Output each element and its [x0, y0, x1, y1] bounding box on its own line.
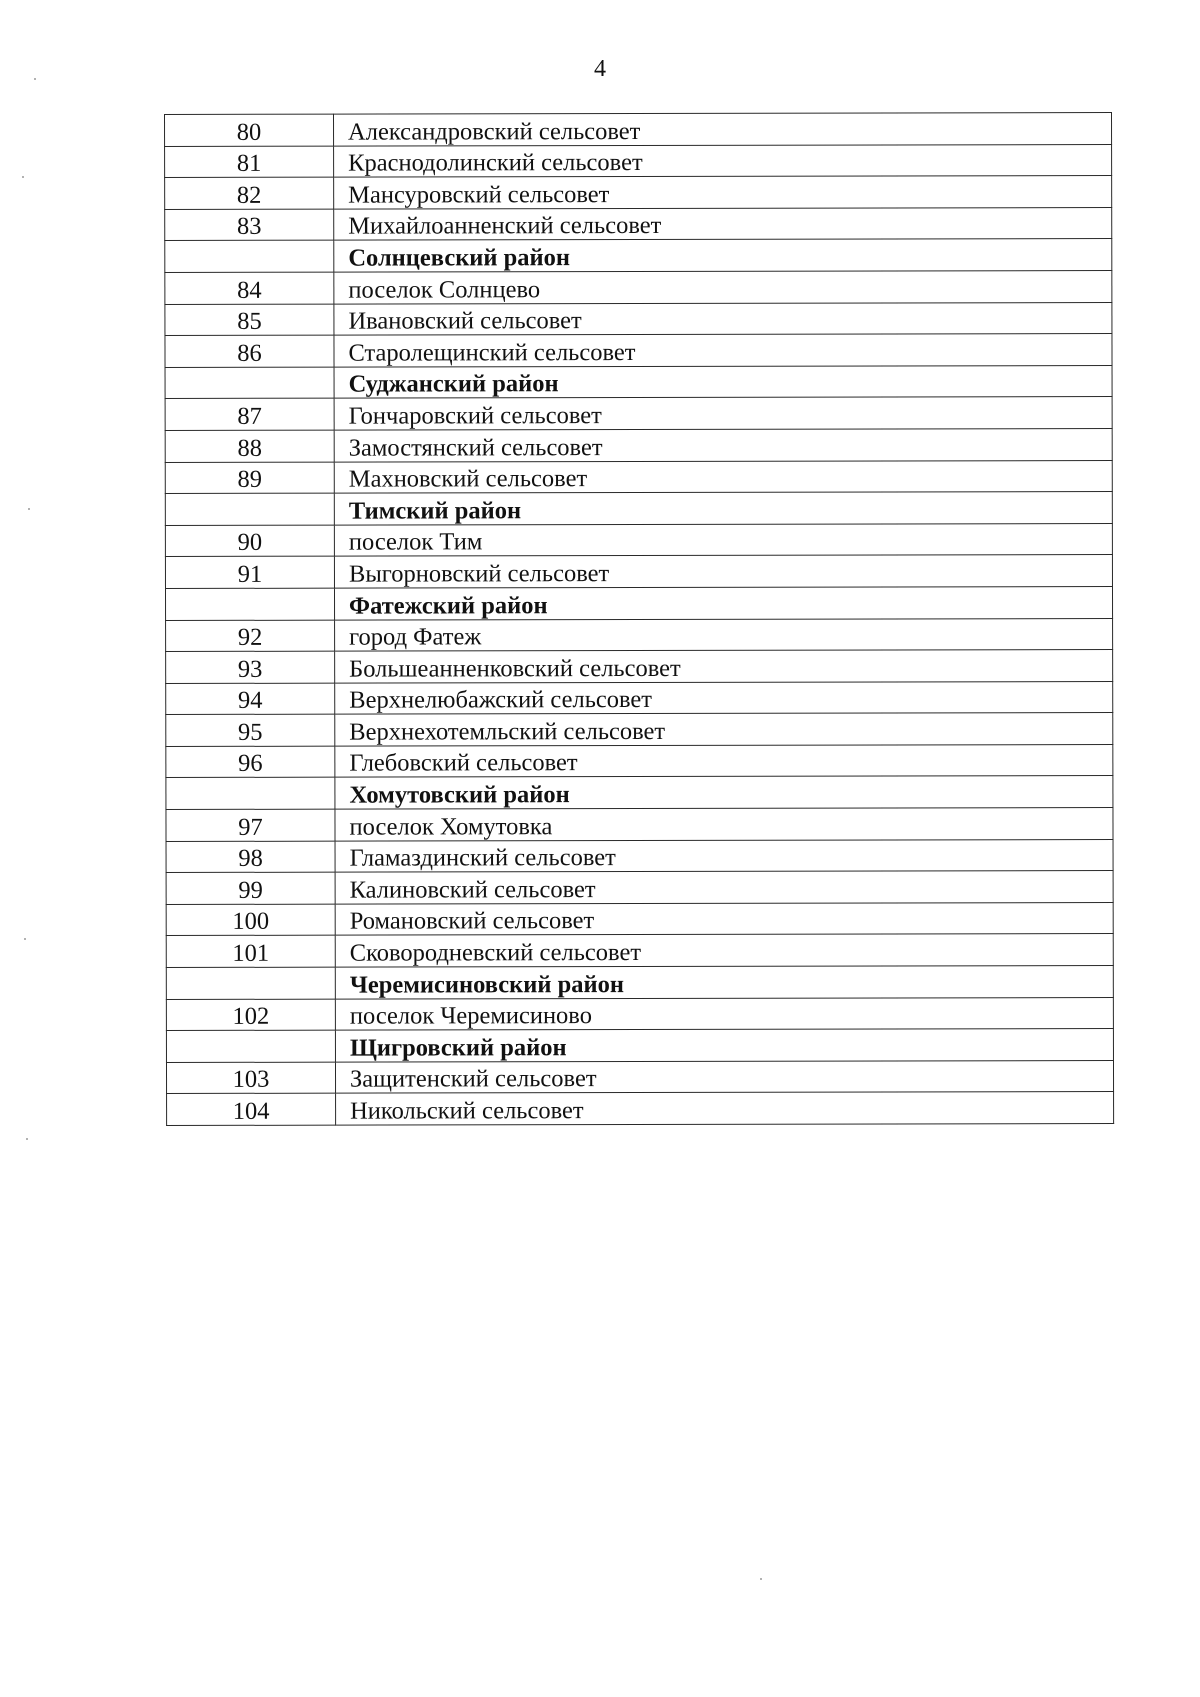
settlement-name: Мансуровский сельсовет	[334, 176, 1112, 209]
table-row	[166, 934, 1113, 968]
table-row	[166, 713, 1113, 747]
row-number: 94	[166, 683, 335, 715]
district-name: Тимский район	[334, 492, 1112, 525]
table-row	[166, 744, 1113, 778]
table-row	[166, 902, 1113, 936]
settlement-name: Михайлоанненский сельсовет	[334, 207, 1112, 240]
row-number: 103	[166, 1062, 335, 1094]
row-number: 81	[165, 146, 334, 178]
settlement-name: Никольский сельсовет	[336, 1092, 1114, 1125]
table-row	[165, 144, 1112, 178]
row-number	[166, 967, 335, 999]
district-header-row	[166, 776, 1113, 810]
settlement-name: Краснодолинский сельсовет	[334, 144, 1112, 177]
settlement-name: Сковородневский сельсовет	[335, 934, 1113, 967]
row-number: 100	[166, 904, 335, 936]
row-number: 98	[166, 841, 335, 873]
table-row	[166, 871, 1113, 905]
row-number: 86	[165, 335, 334, 367]
district-name: Суджанский район	[334, 365, 1112, 398]
settlement-name: Ивановский сельсовет	[334, 302, 1112, 335]
settlement-name: Выгорновский сельсовет	[334, 555, 1112, 588]
settlement-name: Верхнелюбажский сельсовет	[335, 681, 1113, 714]
row-number: 97	[166, 809, 335, 841]
settlement-name: Александровский сельсовет	[334, 113, 1112, 146]
settlement-name: Махновский сельсовет	[334, 460, 1112, 493]
scan-speck	[34, 78, 36, 80]
table-row	[165, 460, 1112, 494]
settlement-name: Большеанненковский сельсовет	[335, 650, 1113, 683]
table-row	[165, 113, 1112, 147]
settlement-name: Глебовский сельсовет	[335, 744, 1113, 777]
settlement-name: поселок Тим	[334, 523, 1112, 556]
table-row	[166, 650, 1113, 684]
table-row	[166, 997, 1113, 1031]
table-row	[165, 523, 1112, 557]
settlement-name: поселок Черемисиново	[335, 997, 1113, 1030]
table-body	[165, 113, 1114, 1126]
district-name: Солнцевский район	[334, 239, 1112, 272]
settlement-name: поселок Хомутовка	[335, 808, 1113, 841]
district-header-row	[165, 586, 1112, 620]
settlements-table	[164, 112, 1114, 1126]
row-number: 102	[166, 999, 335, 1031]
district-header-row	[165, 492, 1112, 526]
table-row	[166, 618, 1113, 652]
table-row	[165, 302, 1112, 336]
row-number: 95	[166, 714, 335, 746]
district-name: Фатежский район	[334, 586, 1112, 619]
table-row	[166, 839, 1113, 873]
row-number	[165, 241, 334, 273]
table-row	[165, 207, 1112, 241]
row-number: 90	[165, 525, 334, 557]
row-number: 99	[166, 872, 335, 904]
scan-speck	[24, 938, 26, 940]
row-number: 82	[165, 177, 334, 209]
row-number: 91	[165, 556, 334, 588]
district-name: Черемисиновский район	[335, 966, 1113, 999]
scan-speck	[26, 1138, 28, 1140]
row-number: 88	[165, 430, 334, 462]
row-number	[165, 588, 334, 620]
settlement-name: поселок Солнцево	[334, 270, 1112, 303]
district-header-row	[165, 239, 1112, 273]
settlement-name: Гламаздинский сельсовет	[335, 839, 1113, 872]
row-number: 84	[165, 272, 334, 304]
settlement-name: Гончаровский сельсовет	[334, 397, 1112, 430]
settlement-name: Замостянский сельсовет	[334, 428, 1112, 461]
table-row	[166, 681, 1113, 715]
row-number: 85	[165, 304, 334, 336]
table-row	[165, 176, 1112, 210]
row-number: 101	[166, 936, 335, 968]
row-number: 83	[165, 209, 334, 241]
row-number	[166, 1030, 335, 1062]
row-number: 80	[165, 114, 334, 146]
row-number: 96	[166, 746, 335, 778]
page-number: 4	[594, 56, 606, 82]
row-number	[165, 367, 334, 399]
settlement-name: Романовский сельсовет	[335, 902, 1113, 935]
settlement-name: Защитенский сельсовет	[335, 1060, 1113, 1093]
settlement-name: Калиновский сельсовет	[335, 871, 1113, 904]
row-number: 92	[166, 620, 335, 652]
row-number: 87	[165, 398, 334, 430]
district-header-row	[166, 966, 1113, 1000]
table-row	[165, 428, 1112, 462]
table-row	[166, 1060, 1113, 1094]
district-name: Щигровский район	[335, 1029, 1113, 1062]
table-row	[165, 555, 1112, 589]
table-row	[165, 397, 1112, 431]
scan-speck	[760, 1578, 762, 1580]
settlement-name: город Фатеж	[335, 618, 1113, 651]
table-row	[165, 334, 1112, 368]
scan-speck	[28, 508, 30, 510]
row-number: 93	[166, 651, 335, 683]
row-number: 104	[167, 1094, 336, 1126]
district-name: Хомутовский район	[335, 776, 1113, 809]
row-number: 89	[165, 462, 334, 494]
table-row	[165, 270, 1112, 304]
settlement-name: Верхнехотемльский сельсовет	[335, 713, 1113, 746]
district-header-row	[166, 1029, 1113, 1063]
table-row	[166, 808, 1113, 842]
district-header-row	[165, 365, 1112, 399]
settlement-name: Старолещинский сельсовет	[334, 334, 1112, 367]
row-number	[166, 778, 335, 810]
scan-speck	[22, 176, 24, 178]
row-number	[165, 493, 334, 525]
table-row	[167, 1092, 1114, 1126]
